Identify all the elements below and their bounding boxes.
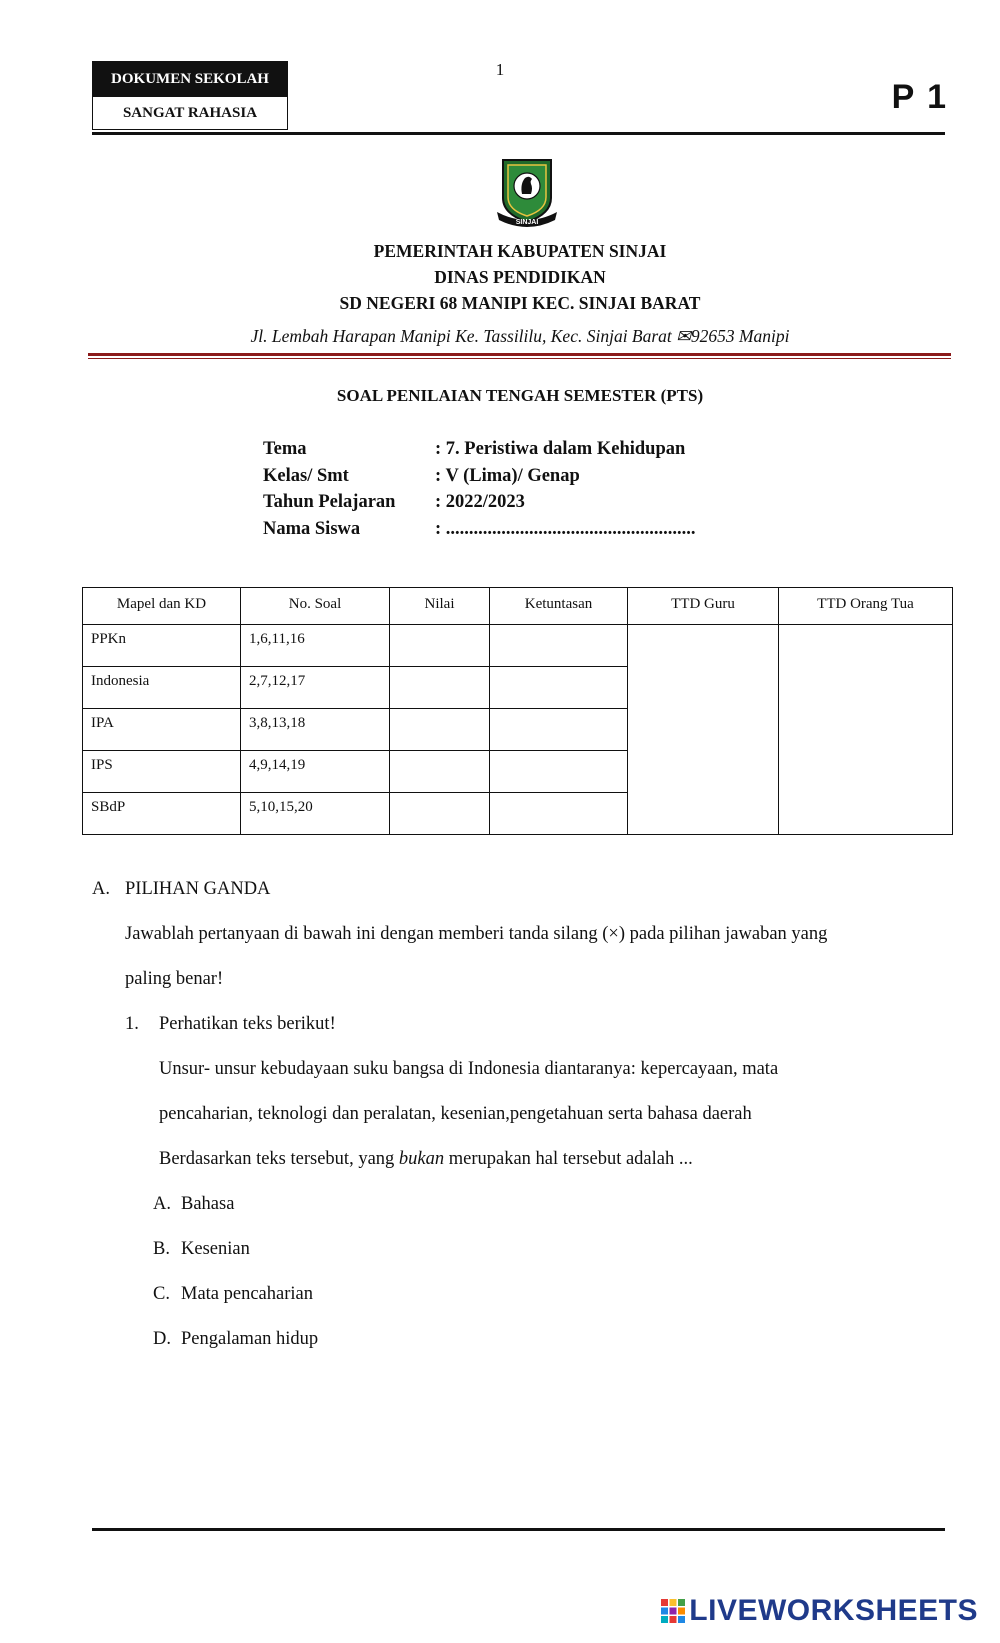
info-label: Tahun Pelajaran: [263, 492, 396, 512]
section-title: PILIHAN GANDA: [125, 879, 271, 899]
stamp-bottom-label: SANGAT RAHASIA: [93, 96, 287, 129]
header-ttd-orang-tua: TTD Orang Tua: [779, 588, 953, 625]
option-letter: C.: [153, 1284, 170, 1304]
option-letter: B.: [153, 1239, 170, 1259]
table-row: [83, 625, 953, 667]
header-ttd-guru: TTD Guru: [628, 588, 779, 625]
page-number: 1: [495, 60, 505, 79]
mapel-cell: SBdP: [83, 793, 241, 835]
header-divider: [92, 132, 945, 135]
section-letter: A.: [92, 879, 110, 899]
letterhead-divider-thin: [88, 358, 951, 359]
info-label: Nama Siswa: [263, 518, 361, 539]
sinjai-emblem-icon: [491, 154, 563, 232]
instruction-line-2: paling benar!: [125, 969, 224, 989]
header-ketuntasan: Ketuntasan: [490, 588, 628, 625]
liveworksheets-logo-icon: [660, 1598, 686, 1624]
ttd-orang-tua-cell[interactable]: [779, 625, 953, 835]
score-table: [82, 587, 953, 835]
prompt-emphasis: bukan: [398, 1149, 445, 1169]
option-text: Kesenian: [181, 1239, 250, 1259]
answer-option-d[interactable]: [153, 1329, 318, 1350]
no-soal-cell: 4,9,14,19: [241, 751, 390, 793]
question-text-line-1: Unsur- unsur kebudayaan suku bangsa di Indonesia diantaranya: kepercayaan, mata: [159, 1059, 779, 1079]
prompt-after: merupakan hal tersebut adalah ...: [444, 1149, 693, 1169]
exam-info: [263, 436, 696, 542]
emblem-label: SINJAI: [515, 219, 539, 226]
ketuntasan-cell[interactable]: [490, 625, 628, 667]
info-label: Kelas/ Smt: [263, 465, 349, 486]
option-text: Mata pencaharian: [181, 1284, 313, 1304]
institution-line-1: PEMERINTAH KABUPATEN SINJAI: [373, 241, 667, 261]
option-letter: D.: [153, 1329, 171, 1349]
nilai-cell[interactable]: [390, 709, 490, 751]
header-nilai: Nilai: [390, 588, 490, 625]
question-intro: Perhatikan teks berikut!: [159, 1014, 336, 1034]
ketuntasan-cell[interactable]: [490, 793, 628, 835]
header-no-soal: No. Soal: [241, 588, 390, 625]
option-text: Pengalaman hidup: [181, 1329, 319, 1349]
ketuntasan-cell[interactable]: [490, 751, 628, 793]
exam-title: SOAL PENILAIAN TENGAH SEMESTER (PTS): [336, 386, 704, 405]
institution-line-2: DINAS PENDIDIKAN: [434, 267, 606, 287]
instruction-line-1: Jawablah pertanyaan di bawah ini dengan memberi tanda silang (×) pada pilihan jawaban yang: [125, 924, 828, 944]
option-text: Bahasa: [181, 1194, 235, 1214]
option-letter: A.: [153, 1194, 171, 1214]
no-soal-cell: 5,10,15,20: [241, 793, 390, 835]
answer-option-a[interactable]: [153, 1194, 234, 1215]
question-number: 1.: [125, 1014, 139, 1034]
ketuntasan-cell[interactable]: [490, 709, 628, 751]
institution-line-3: SD NEGERI 68 MANIPI KEC. SINJAI BARAT: [339, 293, 701, 313]
prompt-before: Berdasarkan teks tersebut, yang: [159, 1149, 399, 1169]
info-value: : V (Lima)/ Genap: [435, 465, 580, 486]
stamp-top-label: DOKUMEN SEKOLAH: [93, 62, 287, 96]
no-soal-cell: 1,6,11,16: [241, 625, 390, 667]
mapel-cell: IPS: [83, 751, 241, 793]
no-soal-cell: 3,8,13,18: [241, 709, 390, 751]
ketuntasan-cell[interactable]: [490, 667, 628, 709]
info-row-tema: [263, 436, 696, 463]
answer-option-c[interactable]: [153, 1284, 313, 1305]
info-value: : ......................................................: [435, 518, 696, 539]
ttd-guru-cell[interactable]: [628, 625, 779, 835]
info-row-nama: [263, 516, 696, 543]
info-label: Tema: [263, 439, 307, 459]
mapel-cell: PPKn: [83, 625, 241, 667]
nilai-cell[interactable]: [390, 751, 490, 793]
footer-divider: [92, 1528, 945, 1531]
mapel-cell: Indonesia: [83, 667, 241, 709]
document-code: P 1: [891, 78, 948, 116]
header-mapel: Mapel dan KD: [83, 588, 241, 625]
info-value: : 7. Peristiwa dalam Kehidupan: [435, 439, 686, 459]
question-text-line-2: pencaharian, teknologi dan peralatan, kesenian,pengetahuan serta bahasa daerah: [159, 1104, 752, 1124]
watermark-text: LIVEWORKSHEETS: [689, 1594, 978, 1627]
mapel-cell: IPA: [83, 709, 241, 751]
nilai-cell[interactable]: [390, 625, 490, 667]
info-value: : 2022/2023: [435, 492, 525, 512]
info-row-tahun: [263, 489, 696, 516]
no-soal-cell: 2,7,12,17: [241, 667, 390, 709]
question-prompt: [159, 1149, 693, 1170]
nilai-cell[interactable]: [390, 793, 490, 835]
liveworksheets-watermark: [660, 1594, 978, 1628]
nilai-cell[interactable]: [390, 667, 490, 709]
table-header-row: [83, 588, 953, 625]
info-row-kelas: [263, 463, 696, 490]
institution-address: Jl. Lembah Harapan Manipi Ke. Tassililu, Kec. Sinjai Barat ✉92653 Manipi: [250, 326, 790, 346]
answer-option-b[interactable]: [153, 1239, 250, 1260]
letterhead-divider: [88, 353, 951, 356]
